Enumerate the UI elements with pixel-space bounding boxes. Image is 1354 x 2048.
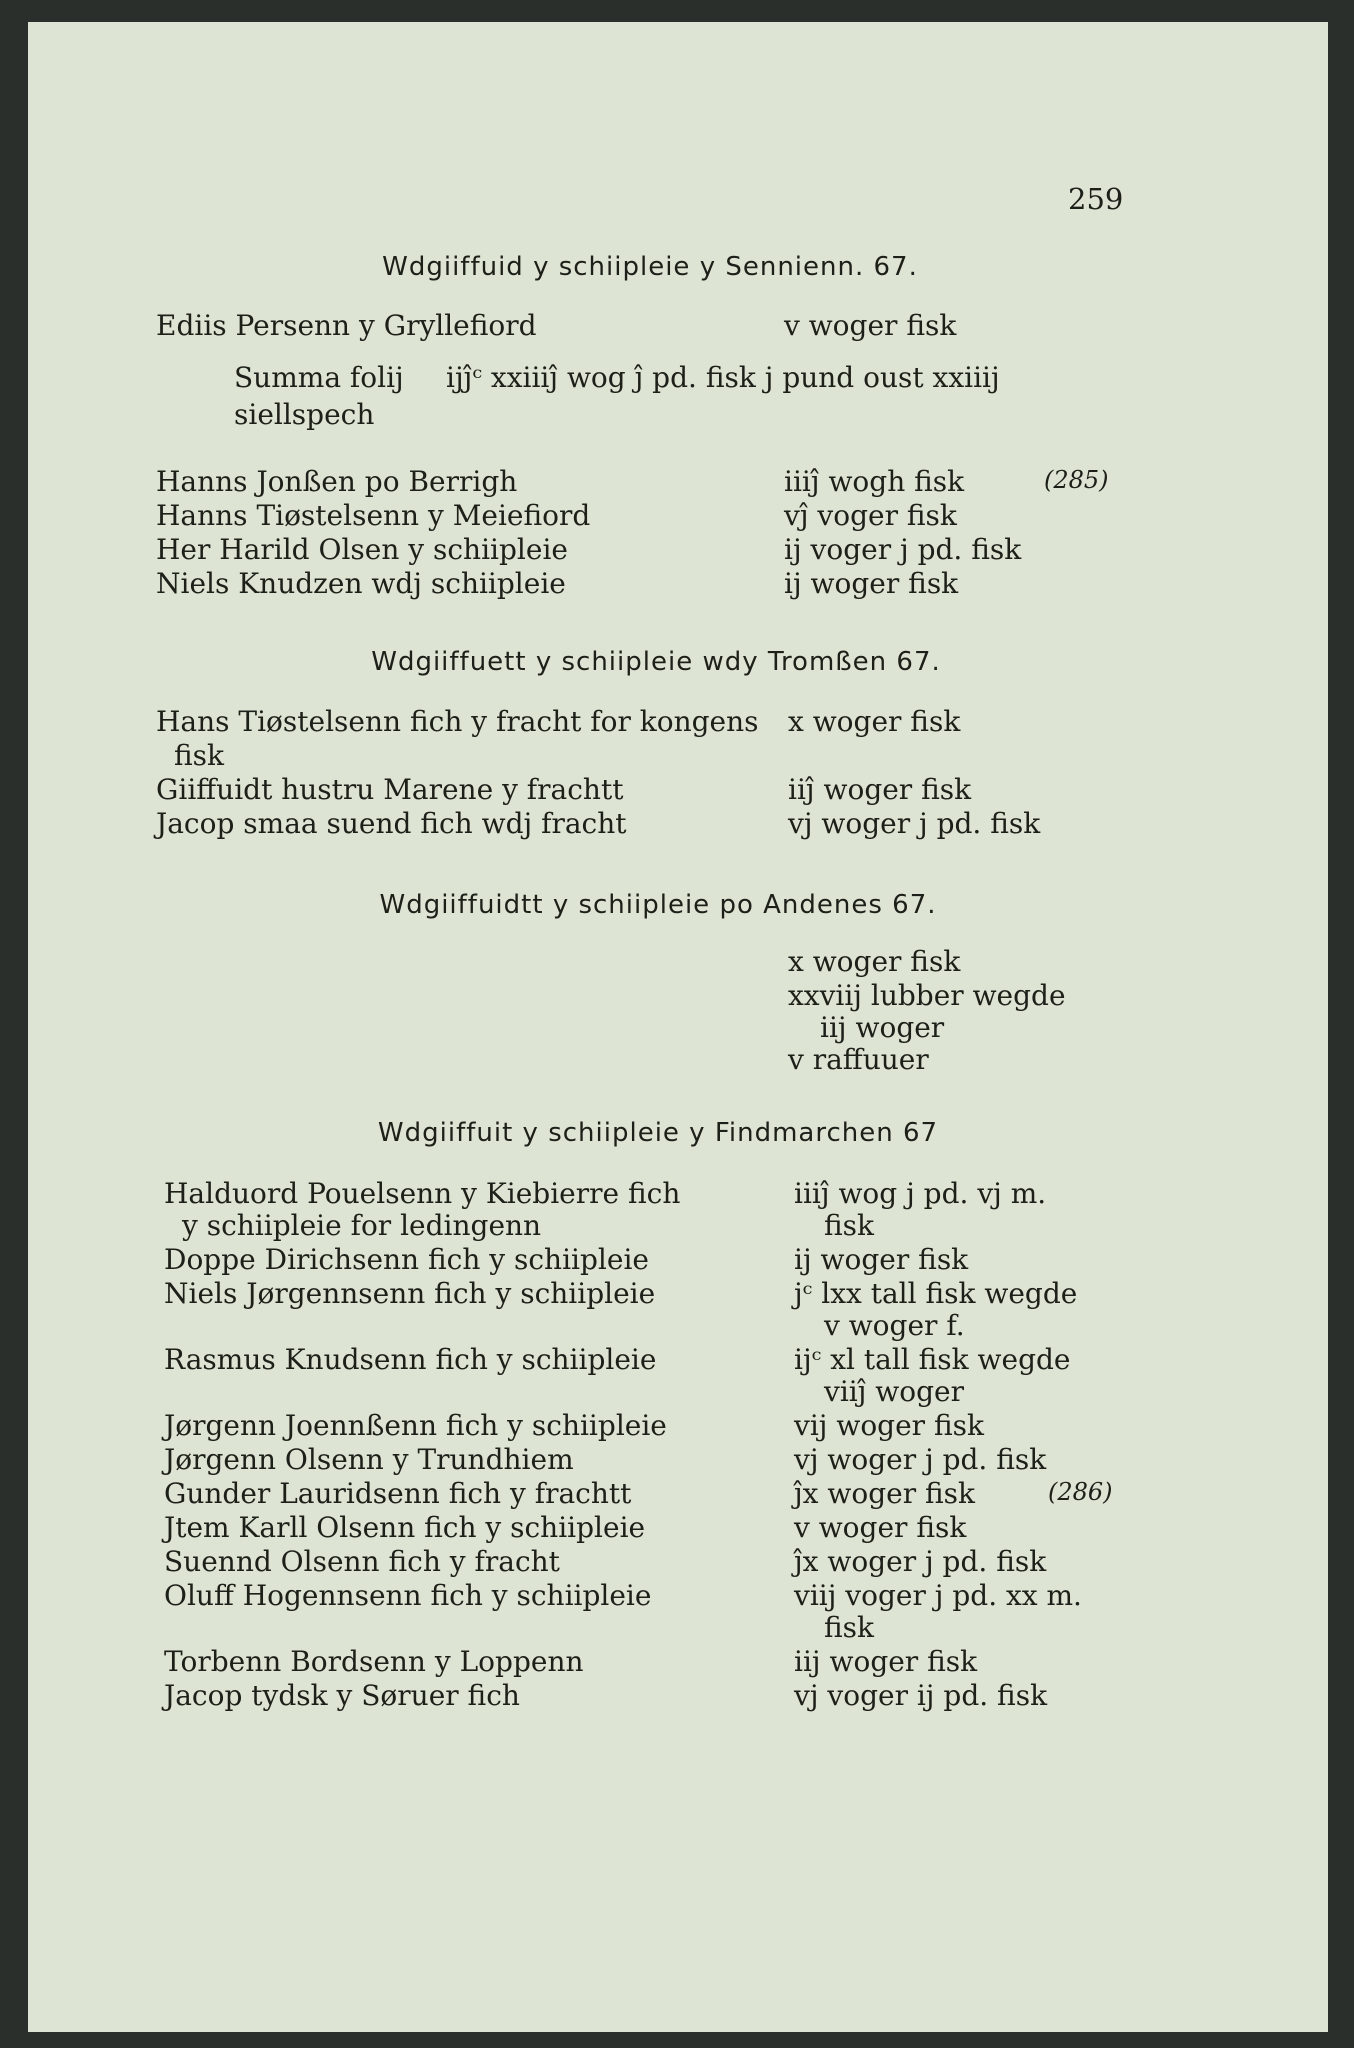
entry-continuation: y schiipleie for ledingenn [182,1209,542,1242]
summa-label: Summa folij [234,361,404,394]
summa-continuation: siellspech [234,398,375,431]
entry-name: Hanns Jonßen po Berrigh [156,465,518,498]
entry-amount: iiiĵ wogh fisk [784,465,965,498]
entry-amount: ij voger j pd. fisk [784,533,1022,566]
entry-amount: iij woger fisk [794,1645,978,1678]
entry-amount: ij woger fisk [794,1243,969,1276]
entry-amount: viij voger j pd. xx m. [794,1579,1082,1612]
entry-amount: vij woger fisk [794,1409,984,1442]
entry-amount: ij woger fisk [784,567,959,600]
entry-amount-continuation: v woger f. [824,1309,965,1342]
summa-amount: ijĵᶜ xxiiiĵ wog ĵ pd. fisk j pund oust xxiiij [446,361,1000,394]
document-page [28,22,1328,2032]
entry-name: Giiffuidt hustru Marene y frachtt [156,773,624,806]
entry-amount: vj voger ij pd. fisk [794,1679,1048,1712]
section-heading: Wdgiiffuidtt y schiipleie po Andenes 67. [379,890,937,920]
entry-amount: v woger fisk [784,309,957,342]
entry-amount: v raffuuer [788,1043,929,1076]
entry-amount-continuation: fisk [824,1611,875,1644]
entry-name: Hanns Tiøstelsenn y Meiefiord [156,499,591,532]
entry-name: Niels Jørgennsenn fich y schiipleie [164,1277,656,1310]
page-reference: (286) [1048,1478,1113,1506]
entry-name: Jtem Karll Olsenn fich y schiipleie [164,1511,646,1544]
entry-amount: iiĵ woger fisk [788,773,972,806]
entry-amount: xxviij lubber wegde [788,979,1066,1012]
entry-amount: ĵx woger fisk [794,1477,975,1510]
entry-name: Suennd Olsenn fich y fracht [164,1545,560,1578]
entry-name: Jørgenn Joennßenn fich y schiipleie [164,1409,667,1442]
entry-amount: vj woger j pd. fisk [788,807,1041,840]
section-heading: Wdgiiffuett y schiipleie wdy Tromßen 67. [371,647,941,677]
entry-name: Her Harild Olsen y schiipleie [156,533,568,566]
entry-continuation: fisk [174,739,225,772]
entry-amount: jᶜ lxx tall fisk wegde [794,1277,1078,1310]
entry-amount: ijᶜ xl tall fisk wegde [794,1343,1071,1376]
entry-name: Doppe Dirichsenn fich y schiipleie [164,1243,649,1276]
entry-amount: ĵx woger j pd. fisk [794,1545,1047,1578]
entry-amount: vĵ voger fisk [784,499,957,532]
entry-amount: v woger fisk [794,1511,967,1544]
entry-name: Niels Knudzen wdj schiipleie [156,567,566,600]
entry-name: Gunder Lauridsenn fich y frachtt [164,1477,632,1510]
entry-amount: x woger fisk [788,945,961,978]
entry-amount: iij woger [820,1011,945,1044]
entry-name: Halduord Pouelsenn y Kiebierre fich [164,1177,681,1210]
page-number: 259 [1068,182,1124,216]
entry-name: Oluff Hogennsenn fich y schiipleie [164,1579,652,1612]
entry-name: Jacop tydsk y Søruer fich [164,1679,520,1712]
section-heading: Wdgiiffuit y schiipleie y Findmarchen 67 [377,1118,939,1148]
entry-name: Ediis Persenn y Gryllefiord [156,309,537,342]
entry-name: Jacop smaa suend fich wdj fracht [156,807,627,840]
entry-name: Jørgenn Olsenn y Trundhiem [164,1443,574,1476]
entry-amount-continuation: fisk [824,1209,875,1242]
entry-amount: vj woger j pd. fisk [794,1443,1047,1476]
entry-amount: x woger fisk [788,705,961,738]
section-heading: Wdgiiffuid y schiipleie y Sennienn. 67. [382,252,918,282]
page-reference: (285) [1044,466,1109,494]
entry-amount-continuation: viiĵ woger [824,1375,965,1408]
entry-name: Rasmus Knudsenn fich y schiipleie [164,1343,657,1376]
entry-name: Hans Tiøstelsenn fich y fracht for kongens [156,705,759,738]
entry-name: Torbenn Bordsenn y Loppenn [164,1645,584,1678]
entry-amount: iiiĵ wog j pd. vj m. [794,1177,1047,1210]
